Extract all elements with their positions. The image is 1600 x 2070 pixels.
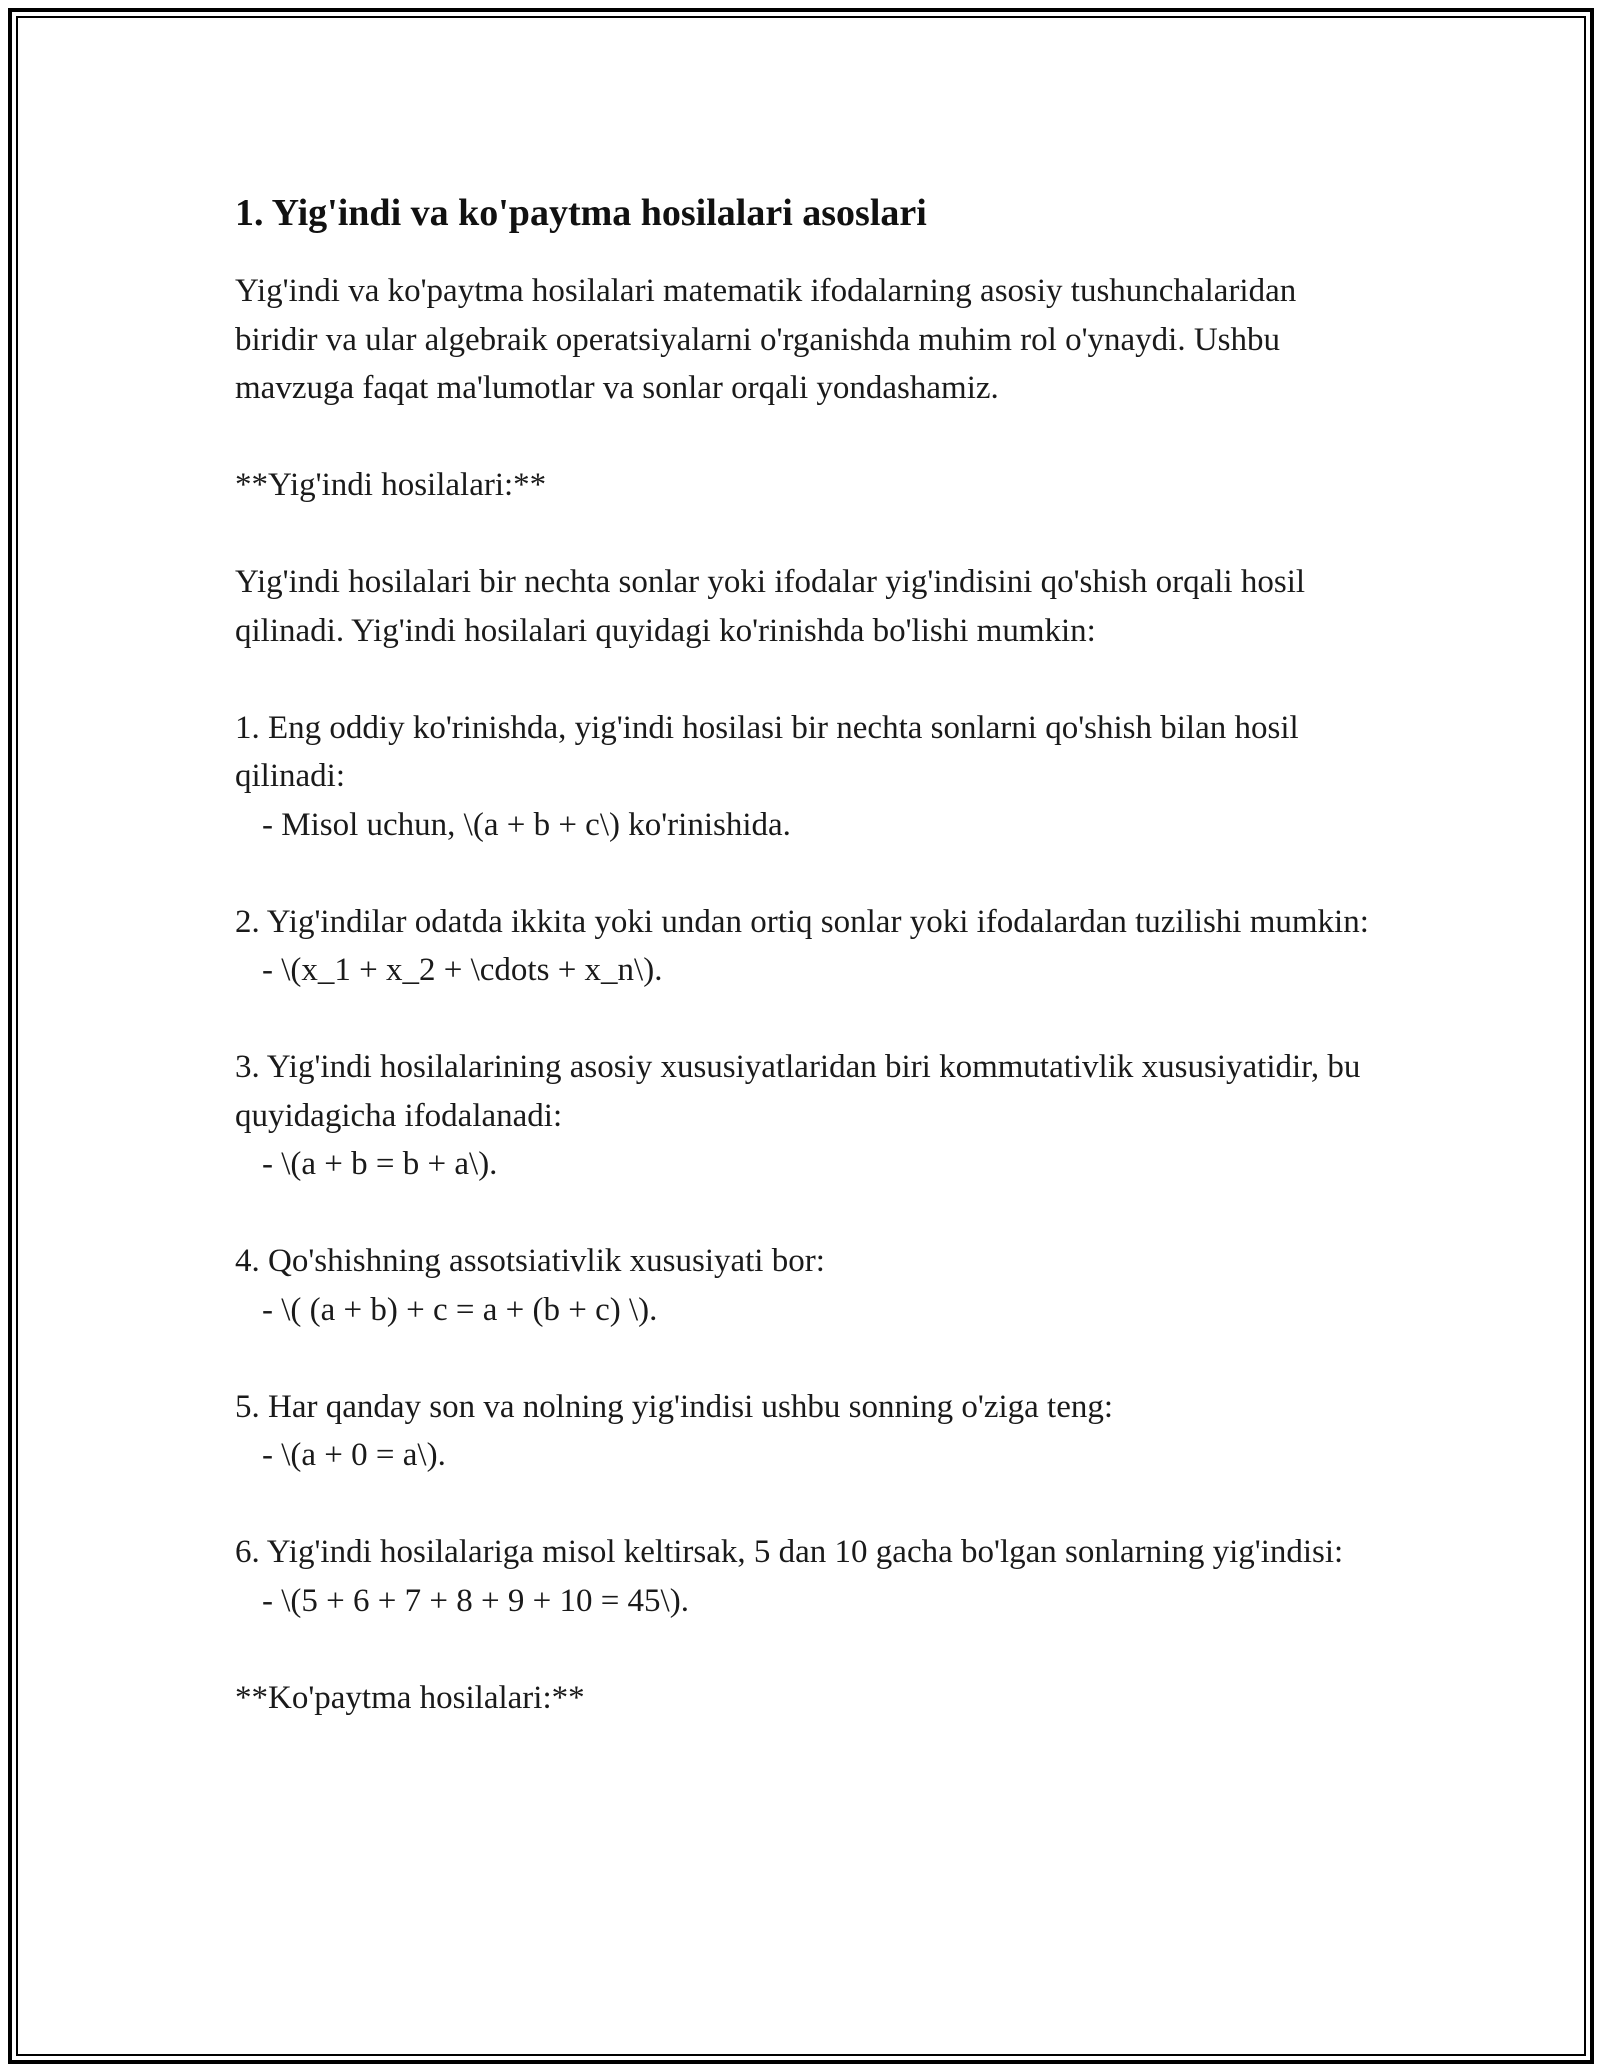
spacer bbox=[235, 510, 1385, 559]
spacer bbox=[235, 1334, 1385, 1383]
list-item bbox=[235, 898, 1385, 995]
intro-paragraph: Yig'indi va ko'paytma hosilalari matematik ifodalarning asosiy tushunchalaridan biridir va ular algebraik operatsiyalarni o'rganishda muhim rol o'ynaydi. Ushbu mavzuga faqat ma'lumotlar va sonlar orqali yondashamiz. bbox=[235, 273, 1297, 406]
list-item bbox=[235, 1237, 1385, 1334]
list-item-example: - \(x_1 + x_2 + \cdots + x_n\). bbox=[262, 952, 663, 988]
list-item-text: 4. Qo'shishning assotsiativlik xususiyati bor: bbox=[235, 1243, 825, 1279]
spacer bbox=[235, 655, 1385, 704]
list-item-text: 6. Yig'indi hosilalariga misol keltirsak, 5 dan 10 gacha bo'lgan sonlarning yig'indisi: bbox=[235, 1534, 1344, 1570]
list-item-example: - \(a + b = b + a\). bbox=[262, 1146, 498, 1182]
list-item-text: 2. Yig'indilar odatda ikkita yoki undan ortiq sonlar yoki ifodalardan tuzilishi mumkin: bbox=[235, 903, 1369, 940]
list-item-text: 3. Yig'indi hosilalarining asosiy xususiyatlaridan biri kommutativlik xususiyatidir, bu quyidagicha ifodalanadi: bbox=[235, 1049, 1361, 1134]
list-item bbox=[235, 1383, 1385, 1480]
list-item-text: 1. Eng oddiy ko'rinishda, yig'indi hosilasi bir nechta sonlarni qo'shish bilan hosil qilinadi: bbox=[235, 709, 1299, 794]
list-item bbox=[235, 1528, 1385, 1625]
list-item bbox=[235, 704, 1385, 850]
list-item-example: - Misol uchun, \(a + b + c\) ko'rinishida. bbox=[262, 806, 791, 843]
spacer bbox=[235, 1625, 1385, 1674]
document-body bbox=[235, 185, 1385, 1722]
product-section-header: **Ko'paytma hosilalari:** bbox=[235, 1679, 585, 1716]
sum-intro-paragraph: Yig'indi hosilalari bir nechta sonlar yoki ifodalar yig'indisini qo'shish orqali hosil qilinadi. Yig'indi hosilalari quyidagi ko'rinishda bo'lishi mumkin: bbox=[235, 564, 1306, 649]
spacer bbox=[235, 849, 1385, 898]
spacer bbox=[235, 413, 1385, 462]
list-item bbox=[235, 1043, 1385, 1189]
list-item-example: - \(a + 0 = a\). bbox=[262, 1437, 446, 1473]
spacer bbox=[235, 1480, 1385, 1529]
list-item-text: 5. Har qanday son va nolning yig'indisi ushbu sonning o'ziga teng: bbox=[235, 1388, 1114, 1425]
section-heading: 1. Yig'indi va ko'paytma hosilalari asoslari bbox=[235, 192, 927, 234]
list-item-example: - \( (a + b) + c = a + (b + c) \). bbox=[262, 1291, 658, 1328]
spacer bbox=[235, 1189, 1385, 1238]
list-item-example: - \(5 + 6 + 7 + 8 + 9 + 10 = 45\). bbox=[262, 1582, 689, 1619]
sum-section-header: **Yig'indi hosilalari:** bbox=[235, 467, 547, 503]
spacer bbox=[235, 995, 1385, 1044]
